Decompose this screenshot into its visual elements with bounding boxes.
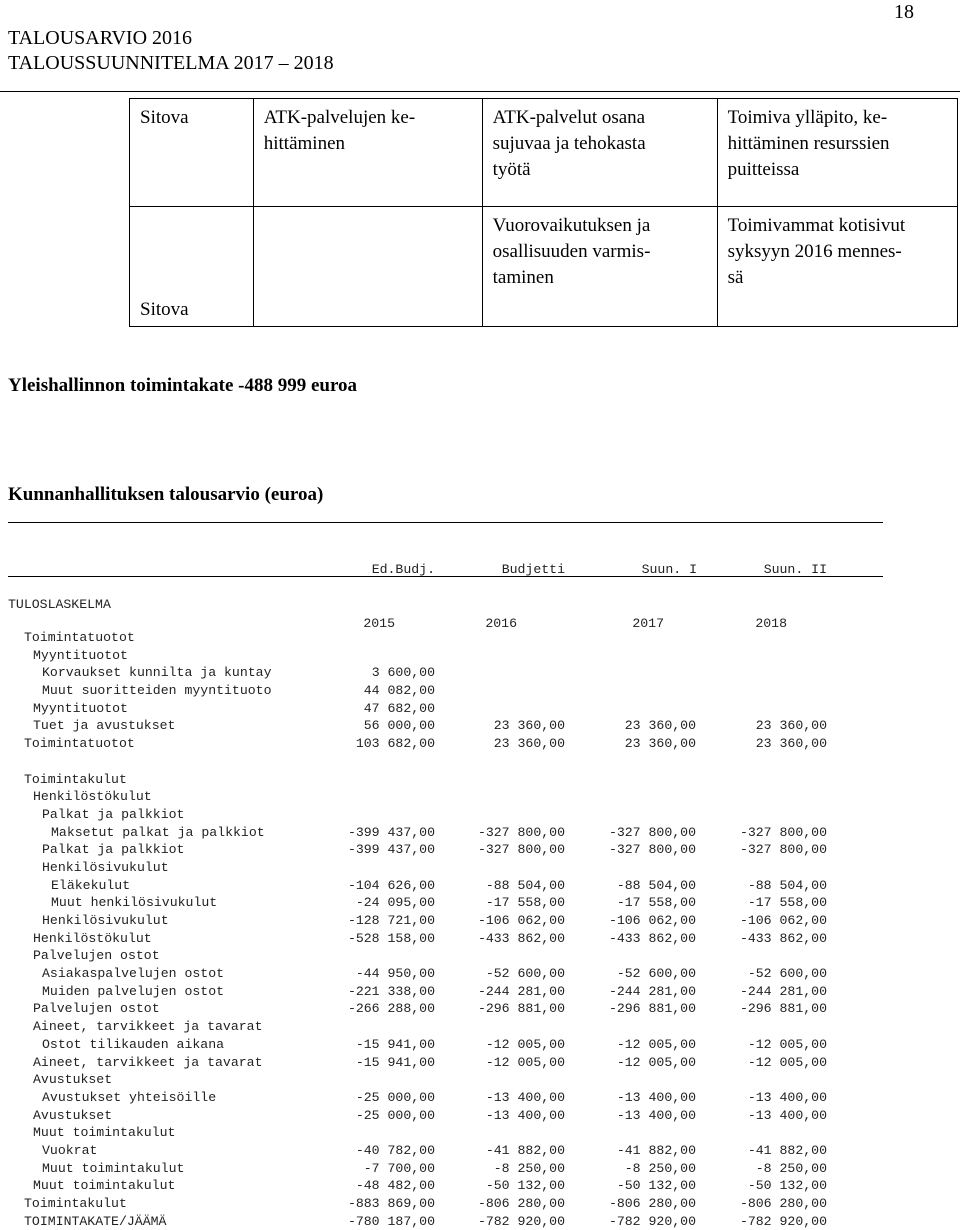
row-label: Korvaukset kunnilta ja kuntay xyxy=(42,665,272,681)
row-label: Muut suoritteiden myyntituoto xyxy=(42,683,272,699)
table-row xyxy=(8,806,838,824)
table-row xyxy=(8,664,838,682)
row-value: -399 437,00 xyxy=(347,824,435,840)
row-label: Toimintatuotot xyxy=(24,736,135,752)
row-value: -244 281,00 xyxy=(608,983,696,999)
row-value: 23 360,00 xyxy=(624,718,696,734)
table-row xyxy=(8,947,838,965)
row-value: 23 360,00 xyxy=(493,736,565,752)
table-row xyxy=(8,1107,838,1125)
goal-cell xyxy=(482,207,717,327)
table-row xyxy=(8,824,838,842)
table-row xyxy=(8,1071,838,1089)
row-value: -40 782,00 xyxy=(355,1142,435,1158)
column-year: 2016 xyxy=(485,615,517,631)
row-value: 23 360,00 xyxy=(493,718,565,734)
row-label: Muut toimintakulut xyxy=(42,1160,185,1176)
column-year: 2018 xyxy=(755,615,787,631)
row-value: -780 187,00 xyxy=(347,1213,435,1229)
row-value: 44 082,00 xyxy=(363,683,435,699)
table-row xyxy=(8,700,838,718)
row-value: -128 721,00 xyxy=(347,913,435,928)
table-row xyxy=(8,717,838,735)
measure-text: Toimivammat kotisivut syksyyn 2016 mennes- sä xyxy=(727,215,906,288)
table-row xyxy=(8,1195,838,1213)
row-value: -41 882,00 xyxy=(485,1142,565,1158)
row-value: -782 920,00 xyxy=(739,1213,827,1229)
column-year: 2015 xyxy=(363,615,395,631)
row-value: -48 482,00 xyxy=(355,1178,435,1194)
table-row xyxy=(8,1036,838,1054)
row-value: -782 920,00 xyxy=(608,1213,696,1229)
row-value: -327 800,00 xyxy=(739,824,827,840)
binding-label: Sitova xyxy=(140,299,189,320)
row-value: -15 941,00 xyxy=(355,1036,435,1052)
row-label: Tuet ja avustukset xyxy=(33,718,176,734)
row-value: -52 600,00 xyxy=(485,966,565,982)
row-label: Henkilösivukulut xyxy=(42,859,169,875)
measure-cell xyxy=(717,99,957,207)
row-value: -41 882,00 xyxy=(747,1142,827,1158)
goal-text: Vuorovaikutuksen ja osallisuuden varmis- taminen xyxy=(492,215,651,288)
row-value: -13 400,00 xyxy=(616,1107,696,1123)
goals-table-row xyxy=(130,207,958,327)
column-label: Ed.Budj. xyxy=(371,562,435,578)
row-label: Asiakaspalvelujen ostot xyxy=(42,966,225,982)
table-row xyxy=(8,930,838,948)
row-value: -44 950,00 xyxy=(355,966,435,982)
row-value: -17 558,00 xyxy=(616,895,696,911)
document-title: TALOUSARVIO 2016 xyxy=(8,27,193,49)
row-label: Palvelujen ostot xyxy=(33,1001,160,1017)
target-text: ATK-palvelujen ke- hittäminen xyxy=(263,107,416,154)
table-row xyxy=(8,983,838,1001)
row-value: -12 005,00 xyxy=(616,1036,696,1052)
target-cell xyxy=(253,99,482,207)
row-label: Aineet, tarvikkeet ja tavarat xyxy=(33,1054,263,1070)
row-value: -13 400,00 xyxy=(747,1089,827,1105)
row-value: -327 800,00 xyxy=(739,842,827,858)
row-value: -806 280,00 xyxy=(739,1196,827,1211)
row-value: -433 862,00 xyxy=(739,930,827,946)
table-row xyxy=(8,1213,838,1230)
row-value: -12 005,00 xyxy=(747,1054,827,1070)
row-value: -12 005,00 xyxy=(616,1054,696,1070)
row-value: -50 132,00 xyxy=(616,1178,696,1194)
table-row xyxy=(8,912,838,930)
table-row xyxy=(8,877,838,895)
row-label: Avustukset xyxy=(33,1107,113,1123)
column-year: 2017 xyxy=(632,615,664,631)
row-value: 3 600,00 xyxy=(371,665,435,681)
row-value: -88 504,00 xyxy=(616,877,696,893)
row-label: Eläkekulut xyxy=(51,877,131,893)
table-row xyxy=(8,1054,838,1072)
row-value: -88 504,00 xyxy=(747,877,827,893)
row-label: Myyntituotot xyxy=(33,700,128,716)
row-value: -106 062,00 xyxy=(608,913,696,928)
row-label: Aineet, tarvikkeet ja tavarat xyxy=(33,1019,263,1035)
row-value: -88 504,00 xyxy=(485,877,565,893)
table-row xyxy=(8,788,838,806)
row-value: -13 400,00 xyxy=(747,1107,827,1123)
row-value: -25 000,00 xyxy=(355,1107,435,1123)
table-row xyxy=(8,965,838,983)
header-divider xyxy=(0,91,960,92)
row-label: Henkilösivukulut xyxy=(42,913,169,928)
row-value: -24 095,00 xyxy=(355,895,435,911)
row-value: -806 280,00 xyxy=(477,1196,565,1211)
table-row xyxy=(8,894,838,912)
row-value: -296 881,00 xyxy=(608,1001,696,1017)
table-row xyxy=(8,1177,838,1195)
row-label: Vuokrat xyxy=(42,1142,98,1158)
table-row xyxy=(8,1000,838,1018)
table-row xyxy=(8,682,838,700)
row-label: Myyntituotot xyxy=(33,647,128,663)
row-value: -106 062,00 xyxy=(739,913,827,928)
table-row xyxy=(8,859,838,877)
row-value: -13 400,00 xyxy=(485,1107,565,1123)
table-row xyxy=(8,1124,838,1142)
row-label: Toimintakulut xyxy=(24,1196,127,1211)
row-label: Ostot tilikauden aikana xyxy=(42,1036,225,1052)
row-value: -528 158,00 xyxy=(347,930,435,946)
target-cell xyxy=(253,207,482,327)
row-value: -13 400,00 xyxy=(485,1089,565,1105)
row-label: Muut toimintakulut xyxy=(33,1178,176,1194)
binding-label: Sitova xyxy=(140,107,189,128)
row-value: -104 626,00 xyxy=(347,877,435,893)
budget-heading: Kunnanhallituksen talousarvio (euroa) xyxy=(8,484,324,505)
goal-cell xyxy=(482,99,717,207)
row-label: Avustukset yhteisöille xyxy=(42,1089,217,1105)
row-label: TOIMINTAKATE/JÄÄMÄ xyxy=(24,1213,167,1229)
row-value: -433 862,00 xyxy=(608,930,696,946)
table-row xyxy=(8,1142,838,1160)
row-value: 56 000,00 xyxy=(363,718,435,734)
row-value: -433 862,00 xyxy=(477,930,565,946)
row-value: -327 800,00 xyxy=(477,842,565,858)
table-row xyxy=(8,1018,838,1036)
row-label: Muut toimintakulut xyxy=(33,1125,176,1141)
row-value: 23 360,00 xyxy=(624,736,696,752)
document-subtitle: TALOUSSUUNNITELMA 2017 – 2018 xyxy=(8,52,334,74)
row-value: -8 250,00 xyxy=(493,1160,565,1176)
row-value: -7 700,00 xyxy=(363,1160,435,1176)
row-label: Henkilöstökulut xyxy=(33,930,152,946)
row-value: -266 288,00 xyxy=(347,1001,435,1017)
table-row xyxy=(8,771,838,789)
column-label: Suun. I xyxy=(641,562,697,578)
budget-header-rule xyxy=(8,576,883,577)
row-value: -13 400,00 xyxy=(616,1089,696,1105)
row-label: Palkat ja palkkiot xyxy=(42,842,185,858)
row-value: -12 005,00 xyxy=(747,1036,827,1052)
row-value: -806 280,00 xyxy=(608,1196,696,1211)
table-row xyxy=(8,735,838,753)
row-value: -25 000,00 xyxy=(355,1089,435,1105)
table-row xyxy=(8,841,838,859)
table-row xyxy=(8,1160,838,1178)
row-value: -327 800,00 xyxy=(477,824,565,840)
row-label: Muiden palvelujen ostot xyxy=(42,983,225,999)
row-value: -327 800,00 xyxy=(608,842,696,858)
goals-table xyxy=(129,98,958,327)
measure-text: Toimiva ylläpito, ke- hittäminen resurssien puitteissa xyxy=(727,107,890,180)
row-label: Muut henkilösivukulut xyxy=(51,895,218,911)
row-value: -327 800,00 xyxy=(608,824,696,840)
row-value: -41 882,00 xyxy=(616,1142,696,1158)
row-value: 103 682,00 xyxy=(355,736,435,752)
row-value: -296 881,00 xyxy=(477,1001,565,1017)
table-row xyxy=(8,629,838,647)
binding-cell xyxy=(130,99,254,207)
row-value: -244 281,00 xyxy=(477,983,565,999)
row-label: Toimintatuotot xyxy=(24,630,135,645)
row-label: Maksetut palkat ja palkkiot xyxy=(51,824,265,840)
page-number: 18 xyxy=(894,1,914,23)
row-value: -296 881,00 xyxy=(739,1001,827,1017)
column-label: Budjetti xyxy=(501,562,565,578)
section-title: TULOSLASKELMA xyxy=(8,597,111,612)
row-label: Palvelujen ostot xyxy=(33,948,160,964)
row-value: -8 250,00 xyxy=(624,1160,696,1176)
measure-cell xyxy=(717,207,957,327)
budget-rows xyxy=(8,629,838,1230)
row-value: -52 600,00 xyxy=(616,966,696,982)
row-label: Henkilöstökulut xyxy=(33,789,152,805)
row-value: -8 250,00 xyxy=(755,1160,827,1176)
row-label: Toimintakulut xyxy=(24,771,127,787)
row-value: -106 062,00 xyxy=(477,913,565,928)
row-spacer xyxy=(8,753,838,771)
row-label: Avustukset xyxy=(33,1072,113,1088)
row-value: -15 941,00 xyxy=(355,1054,435,1070)
goals-table-row xyxy=(130,99,958,207)
binding-cell xyxy=(130,207,254,327)
column-label: Suun. II xyxy=(763,562,827,578)
row-value: -50 132,00 xyxy=(485,1178,565,1194)
row-value: 23 360,00 xyxy=(755,718,827,734)
row-value: -12 005,00 xyxy=(485,1054,565,1070)
row-value: -399 437,00 xyxy=(347,842,435,858)
row-value: -17 558,00 xyxy=(747,895,827,911)
budget-top-rule xyxy=(8,522,883,523)
row-value: 23 360,00 xyxy=(755,736,827,752)
row-value: -17 558,00 xyxy=(485,895,565,911)
table-row xyxy=(8,1089,838,1107)
row-value: -883 869,00 xyxy=(347,1196,435,1211)
table-row xyxy=(8,647,838,665)
goal-text: ATK-palvelut osana sujuvaa ja tehokasta työtä xyxy=(492,107,646,180)
row-value: -12 005,00 xyxy=(485,1036,565,1052)
row-value: -221 338,00 xyxy=(347,983,435,999)
row-label: Palkat ja palkkiot xyxy=(42,806,185,822)
row-value: -50 132,00 xyxy=(747,1178,827,1194)
row-value: -52 600,00 xyxy=(747,966,827,982)
summary-heading: Yleishallinnon toimintakate -488 999 euroa xyxy=(8,375,358,396)
row-value: -244 281,00 xyxy=(739,983,827,999)
row-value: -782 920,00 xyxy=(477,1213,565,1229)
row-value: 47 682,00 xyxy=(363,700,435,716)
